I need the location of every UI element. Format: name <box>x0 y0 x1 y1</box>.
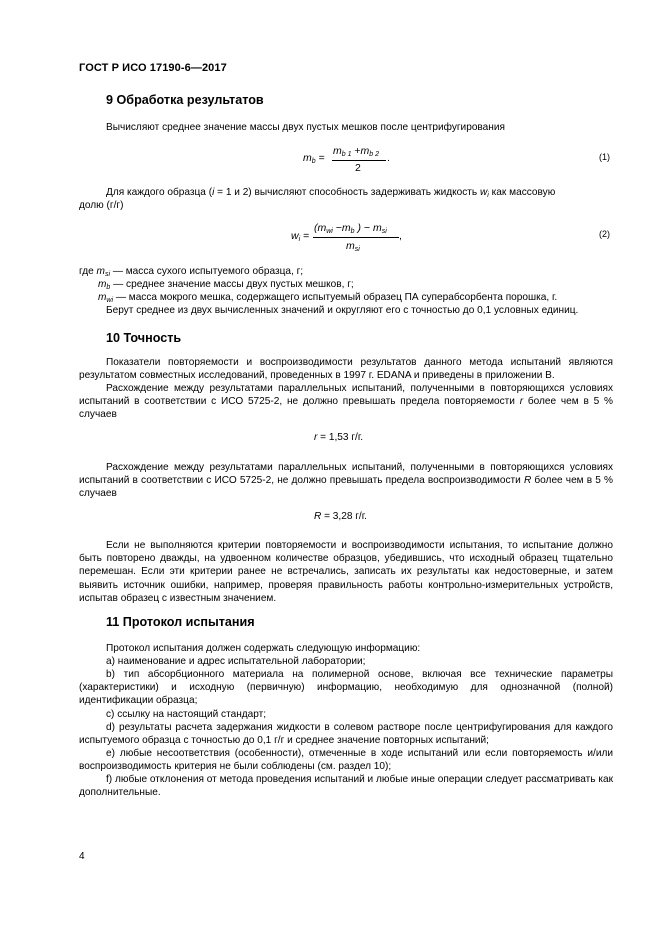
eq2-denominator: $m_{si}$ <box>346 240 360 253</box>
eq1-fraction-bar <box>332 160 386 161</box>
eq2-end: , <box>399 230 402 242</box>
s10-paragraph-2: Расхождение между результатами параллельных испытаний, полученными в повторяющихся условиях испытаний в соответствии с ИСО 5725-2, не должно превышать предела повторяемости r более чем в 5 % случаев <box>79 383 613 421</box>
s10-paragraph-3: Расхождение между результатами параллельных испытаний, полученными в повторяющихся условиях испытаний в соответствии с ИСО 5725-2, не должно превышать предела воспроизводимости R более чем в 5 % случаев <box>79 462 614 500</box>
s11-item-e: е) любые несоответствия (особенности), отмеченные в ходе испытаний или если повторяемость и/или воспроизводимость критерия не были соблюдены (см. раздел 10); <box>79 748 613 773</box>
eq2-fraction-bar <box>313 237 399 238</box>
eq2-numerator: ($m_{wi} -m_b$ ) − $m_{si}$ <box>314 222 387 235</box>
eq1-denominator: 2 <box>355 162 361 174</box>
eq2-lhs: $w_i$ = <box>291 230 310 243</box>
s11-item-f: f) любые отклонения от метода проведения испытаний и любые иные операции следует рассматривать как дополнительные. <box>79 774 613 799</box>
s11-item-b: b) тип абсорбционного материала на полимерной основе, включая все технические параметры (характеристики) и исходную (первичную) информацию, необходимую для однозначной (полной) идентификации образца; <box>79 669 613 707</box>
reproducibility-limit: R = 3,28 г/г. <box>314 511 367 522</box>
s9-paragraph-2: Для каждого образца (i = 1 и 2) вычисляют способность задерживать жидкость $w_i$ как массовую <box>106 187 556 199</box>
eq1-number: (1) <box>599 152 610 162</box>
s10-paragraph-1: Показатели повторяемости и воспроизводимости результатов данного метода испытаний являются результатом совместных исследований, проведенных в 1997 г. EDANA и приведены в приложении В. <box>79 357 613 382</box>
s9-paragraph-2-line-2: долю (г/г) <box>79 200 124 211</box>
eq1-lhs: $m_b$ = <box>303 152 325 165</box>
s9-paragraph-1: Вычисляют среднее значение массы двух пустых мешков после центрифугирования <box>106 122 505 133</box>
section-9-title: 9 Обработка результатов <box>106 93 264 107</box>
page-number: 4 <box>79 851 85 862</box>
where-item-2: $m_b$ — среднее значение массы двух пустых мешков, г; <box>98 279 354 291</box>
s11-item-c: с) ссылку на настоящий стандарт; <box>106 709 267 720</box>
s11-item-a: а) наименование и адрес испытательной лаборатории; <box>106 656 366 667</box>
eq1-end: . <box>387 152 390 164</box>
s11-item-d: d) результаты расчета задержания жидкости в солевом растворе после центрифугирования для каждого испытуемого образца с точностью до 0,1 г/г и среднее значение повторных испытаний; <box>79 722 613 747</box>
eq2-number: (2) <box>599 229 610 239</box>
section-10-title: 10 Точность <box>106 331 182 345</box>
s10-paragraph-4: Если не выполняются критерии повторяемости и воспроизводимости испытания, то испытание должно быть повторено дважды, на удвоенном количестве образцов, убедившись, что исходный образец тщательно перемешан. Если эти критерии ранее не встречались, записать их результаты как недостоверные, и затем выявить источник ошибки, например, проверяя правильность работы контрольно-измерительных устройств, испытав образец с известным значением. <box>79 540 613 604</box>
where-item-1: где $m_{si}$ — масса сухого испытуемого образца, г; <box>79 266 304 278</box>
eq1-numerator: $m_{b 1} +m_{b 2}$ <box>333 145 380 158</box>
s11-intro: Протокол испытания должен содержать следующую информацию: <box>106 643 421 654</box>
where-item-3: $m_{wi}$ — масса мокрого мешка, содержащего испытуемый образец ПА суперабсорбента порошка, г. <box>98 292 558 304</box>
section-11-title: 11 Протокол испытания <box>106 615 255 629</box>
s9-paragraph-3: Берут среднее из двух вычисленных значений и округляют его с точностью до 0,1 условных единиц. <box>106 305 579 316</box>
document-header: ГОСТ Р ИСО 17190-6—2017 <box>79 62 227 74</box>
repeatability-limit: r = 1,53 г/г. <box>314 432 364 443</box>
